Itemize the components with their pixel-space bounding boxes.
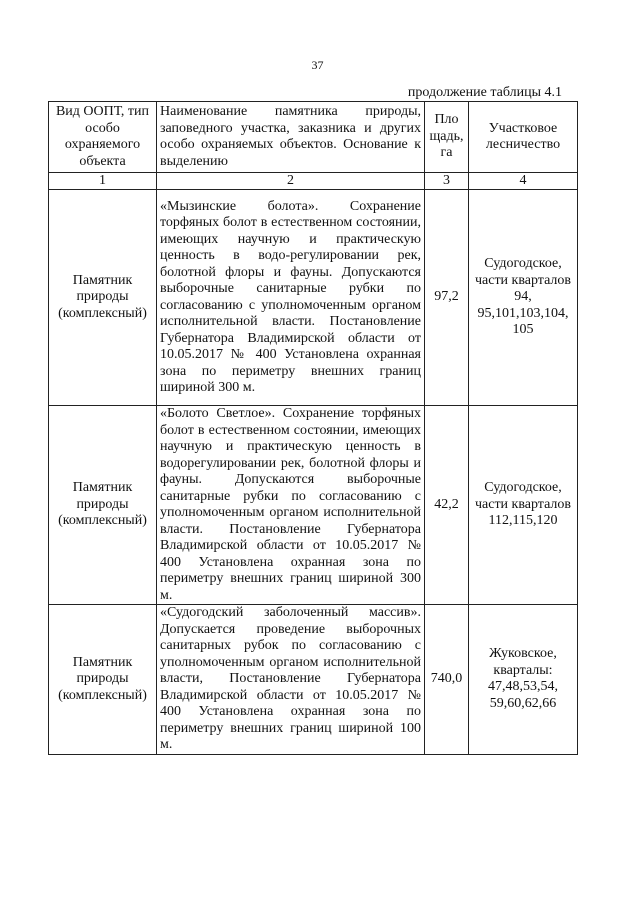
area-type-cell: Памятник природы (комплексный) xyxy=(49,406,157,605)
column-number: 4 xyxy=(469,173,578,190)
forestry-cell: Судогодское, части кварталов 94, 95,101,103,104, 105 xyxy=(469,190,578,406)
forestry-cell: Судогодское, части кварталов 112,115,120 xyxy=(469,406,578,605)
table-row xyxy=(49,406,578,605)
description-cell: «Мызинские болота». Сохранение торфяных болот в естественном состоянии, имеющих научную и практическую ценность в водо-регулировании рек, болотной флоры и фауны. Допускаются выборочные санитарные рубки по согласованию с уполномоченным органом исполнительной власти. Постановление Губернатора Владимирской области от 10.05.2017 № 400 Установлена охранная зона по периметру внешних границ шириной 300 м. xyxy=(157,190,425,406)
column-number: 2 xyxy=(157,173,425,190)
table-row xyxy=(49,190,578,406)
area-type-cell: Памятник природы (комплексный) xyxy=(49,190,157,406)
table-header-row xyxy=(49,102,578,173)
header-type: Вид ООПТ, тип особо охраняемого объекта xyxy=(49,102,157,173)
area-type-cell: Памятник природы (комплексный) xyxy=(49,605,157,755)
page-number: 37 xyxy=(311,58,324,72)
description-cell: «Судогодский заболоченный массив». Допускается проведение выборочных санитарных рубок по согласованию с уполномоченным органом исполнительной власти, Постановление Губернатора Владимирской области от 10.05.2017 № 400 Установлена охранная зона по периметру внешних границ шириной 100 м. xyxy=(157,605,425,755)
description-cell: «Болото Светлое». Сохранение торфяных болот в естественном состоянии, имеющих научную и практическую ценность в водорегулировании рек, болотной флоры и фауны. Допускаются выборочные санитарные рубки по согласованию с уполномоченным органом исполнительной власти. Постановление Губернатора Владимирской области от 10.05.2017 № 400 Установлена охранная зона по периметру внешних границ шириной 300 м. xyxy=(157,406,425,605)
area-cell: 42,2 xyxy=(425,406,469,605)
area-cell: 97,2 xyxy=(425,190,469,406)
header-forestry: Участковое лесничество xyxy=(469,102,578,173)
header-area: Пло щадь, га xyxy=(425,102,469,173)
header-name: Наименование памятника природы, заповедного участка, заказника и других особо охраняемых объектов. Основание к выделению xyxy=(157,102,425,173)
area-cell: 740,0 xyxy=(425,605,469,755)
protected-areas-table xyxy=(48,101,578,755)
column-number: 1 xyxy=(49,173,157,190)
table-row xyxy=(49,605,578,755)
forestry-cell: Жуковское, кварталы: 47,48,53,54, 59,60,62,66 xyxy=(469,605,578,755)
column-number: 3 xyxy=(425,173,469,190)
column-number-row xyxy=(49,173,578,190)
table-continuation-label: продолжение таблицы 4.1 xyxy=(407,85,562,100)
